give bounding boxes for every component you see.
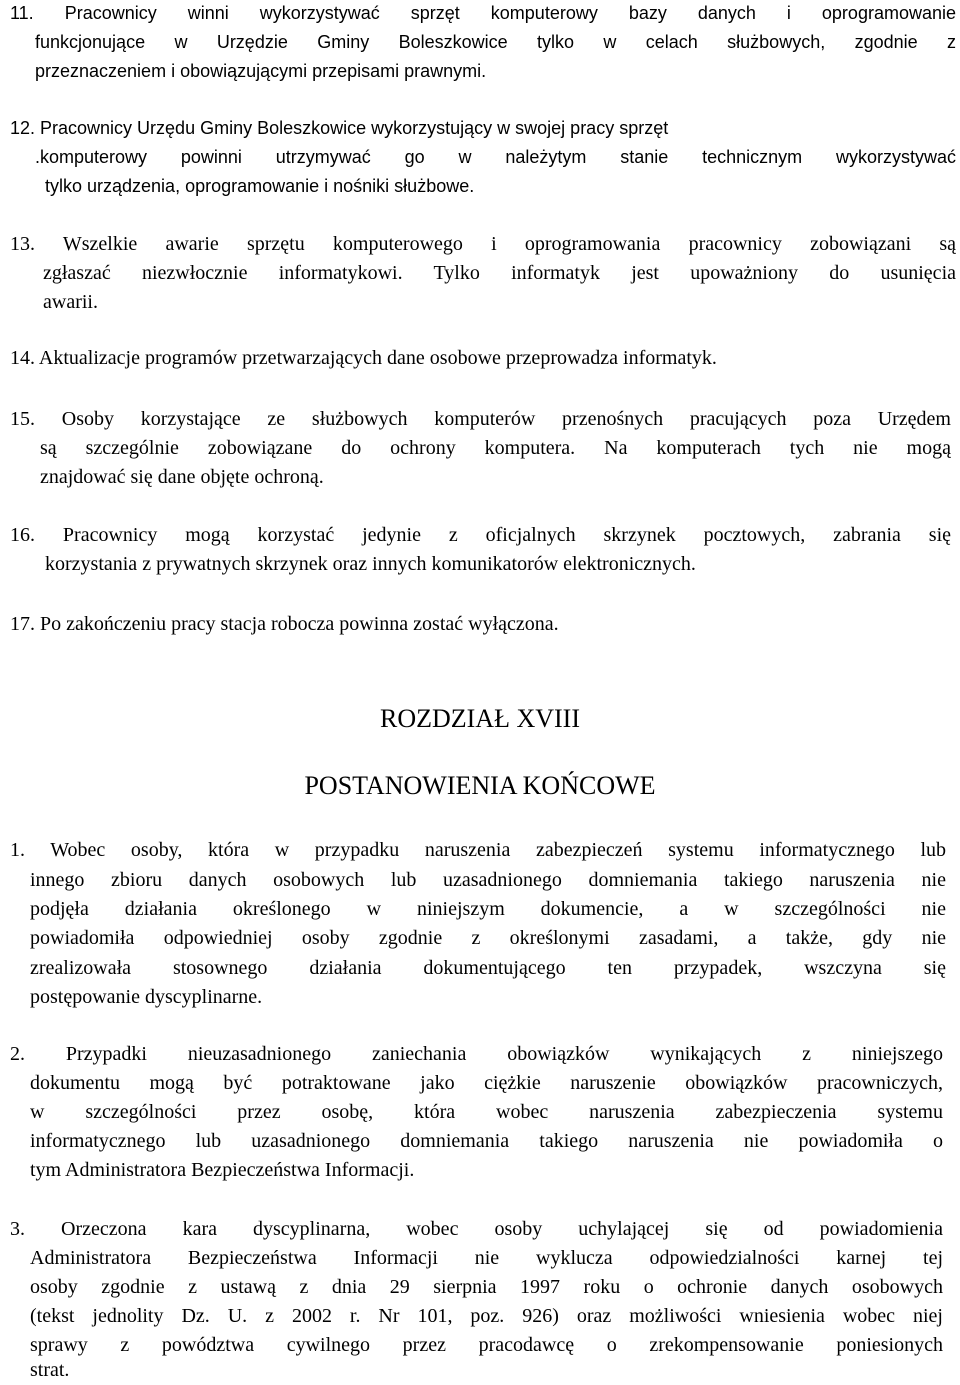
provision-line: osoby zgodnie z ustawą z dnia 29 sierpnia 1997 roku o ochronie danych osobowych	[30, 1276, 943, 1298]
list-item-line: 17. Po zakończeniu pracy stacja robocza powinna zostać wyłączona.	[10, 613, 559, 635]
list-item-line: .komputerowy powinni utrzymywać go w należytym stanie technicznym wykorzystywać	[35, 147, 956, 167]
list-item-line: zgłaszać niezwłocznie informatykowi. Tylko informatyk jest upoważniony do usunięcia	[43, 262, 956, 284]
provision-line: Administratora Bezpieczeństwa Informacji nie wyklucza odpowiedzialności karnej tej	[30, 1247, 943, 1269]
provision-line: (tekst jednolity Dz. U. z 2002 r. Nr 101, poz. 926) oraz możliwości wniesienia wobec niej	[30, 1305, 943, 1327]
list-item-line: 15. Osoby korzystające ze służbowych komputerów przenośnych pracujących poza Urzędem	[10, 408, 951, 430]
list-item-line: przeznaczeniem i obowiązującymi przepisami prawnymi.	[35, 61, 487, 81]
provision-line: sprawy z powództwa cywilnego przez pracodawcę o zrekompensowanie poniesionych	[30, 1334, 943, 1356]
list-item-line: 12. Pracownicy Urzędu Gminy Boleszkowice wykorzystujący w swojej pracy sprzęt	[10, 118, 669, 138]
provision-line: 1. Wobec osoby, która w przypadku naruszenia zabezpieczeń systemu informatycznego lub	[10, 839, 946, 861]
list-item-line: awarii.	[43, 291, 98, 313]
list-item-line: znajdować się dane objęte ochroną.	[40, 466, 324, 488]
provision-line: zrealizowała stosownego działania dokumentującego ten przypadek, wszczyna się	[30, 957, 946, 979]
provision-line: powiadomiła odpowiedniej osoby zgodnie z określonymi zasadami, a także, gdy nie	[30, 927, 946, 949]
list-item-line: 16. Pracownicy mogą korzystać jedynie z oficjalnych skrzynek pocztowych, zabrania się	[10, 524, 951, 546]
provision-line: strat.	[30, 1359, 70, 1381]
list-item-line: 13. Wszelkie awarie sprzętu komputerowego i oprogramowania pracownicy zobowiązani są	[10, 233, 956, 255]
list-item-line: funkcjonujące w Urzędzie Gminy Boleszkowice tylko w celach służbowych, zgodnie z	[35, 32, 956, 52]
provision-line: informatycznego lub uzasadnionego domniemania takiego naruszenia nie powiadomiła o	[30, 1130, 943, 1152]
provision-line: podjęła działania określonego w niniejszym dokumencie, a w szczególności nie	[30, 898, 946, 920]
provision-line: innego zbioru danych osobowych lub uzasadnionego domniemania takiego naruszenia nie	[30, 869, 946, 891]
list-item-line: 11. Pracownicy winni wykorzystywać sprzęt komputerowy bazy danych i oprogramowanie	[10, 3, 956, 23]
provision-line: w szczególności przez osobę, która wobec naruszenia zabezpieczenia systemu	[30, 1101, 943, 1123]
list-item-line: korzystania z prywatnych skrzynek oraz innych komunikatorów elektronicznych.	[45, 553, 696, 575]
list-item-line: tylko urządzenia, oprogramowanie i nośniki służbowe.	[45, 176, 475, 196]
chapter-title: POSTANOWIENIA KOŃCOWE	[304, 771, 656, 800]
provision-line: postępowanie dyscyplinarne.	[30, 986, 263, 1008]
provision-line: dokumentu mogą być potraktowane jako ciężkie naruszenie obowiązków pracowniczych,	[30, 1072, 943, 1094]
list-item-line: są szczególnie zobowiązane do ochrony komputera. Na komputerach tych nie mogą	[40, 437, 951, 459]
chapter-number: ROZDZIAŁ XVIII	[379, 704, 580, 733]
provision-line: 2. Przypadki nieuzasadnionego zaniechania obowiązków wynikających z niniejszego	[10, 1043, 943, 1065]
provision-line: tym Administratora Bezpieczeństwa Informacji.	[30, 1159, 415, 1181]
provision-line: 3. Orzeczona kara dyscyplinarna, wobec osoby uchylającej się od powiadomienia	[10, 1218, 943, 1240]
list-item-line: 14. Aktualizacje programów przetwarzających dane osobowe przeprowadza informatyk.	[10, 347, 717, 369]
